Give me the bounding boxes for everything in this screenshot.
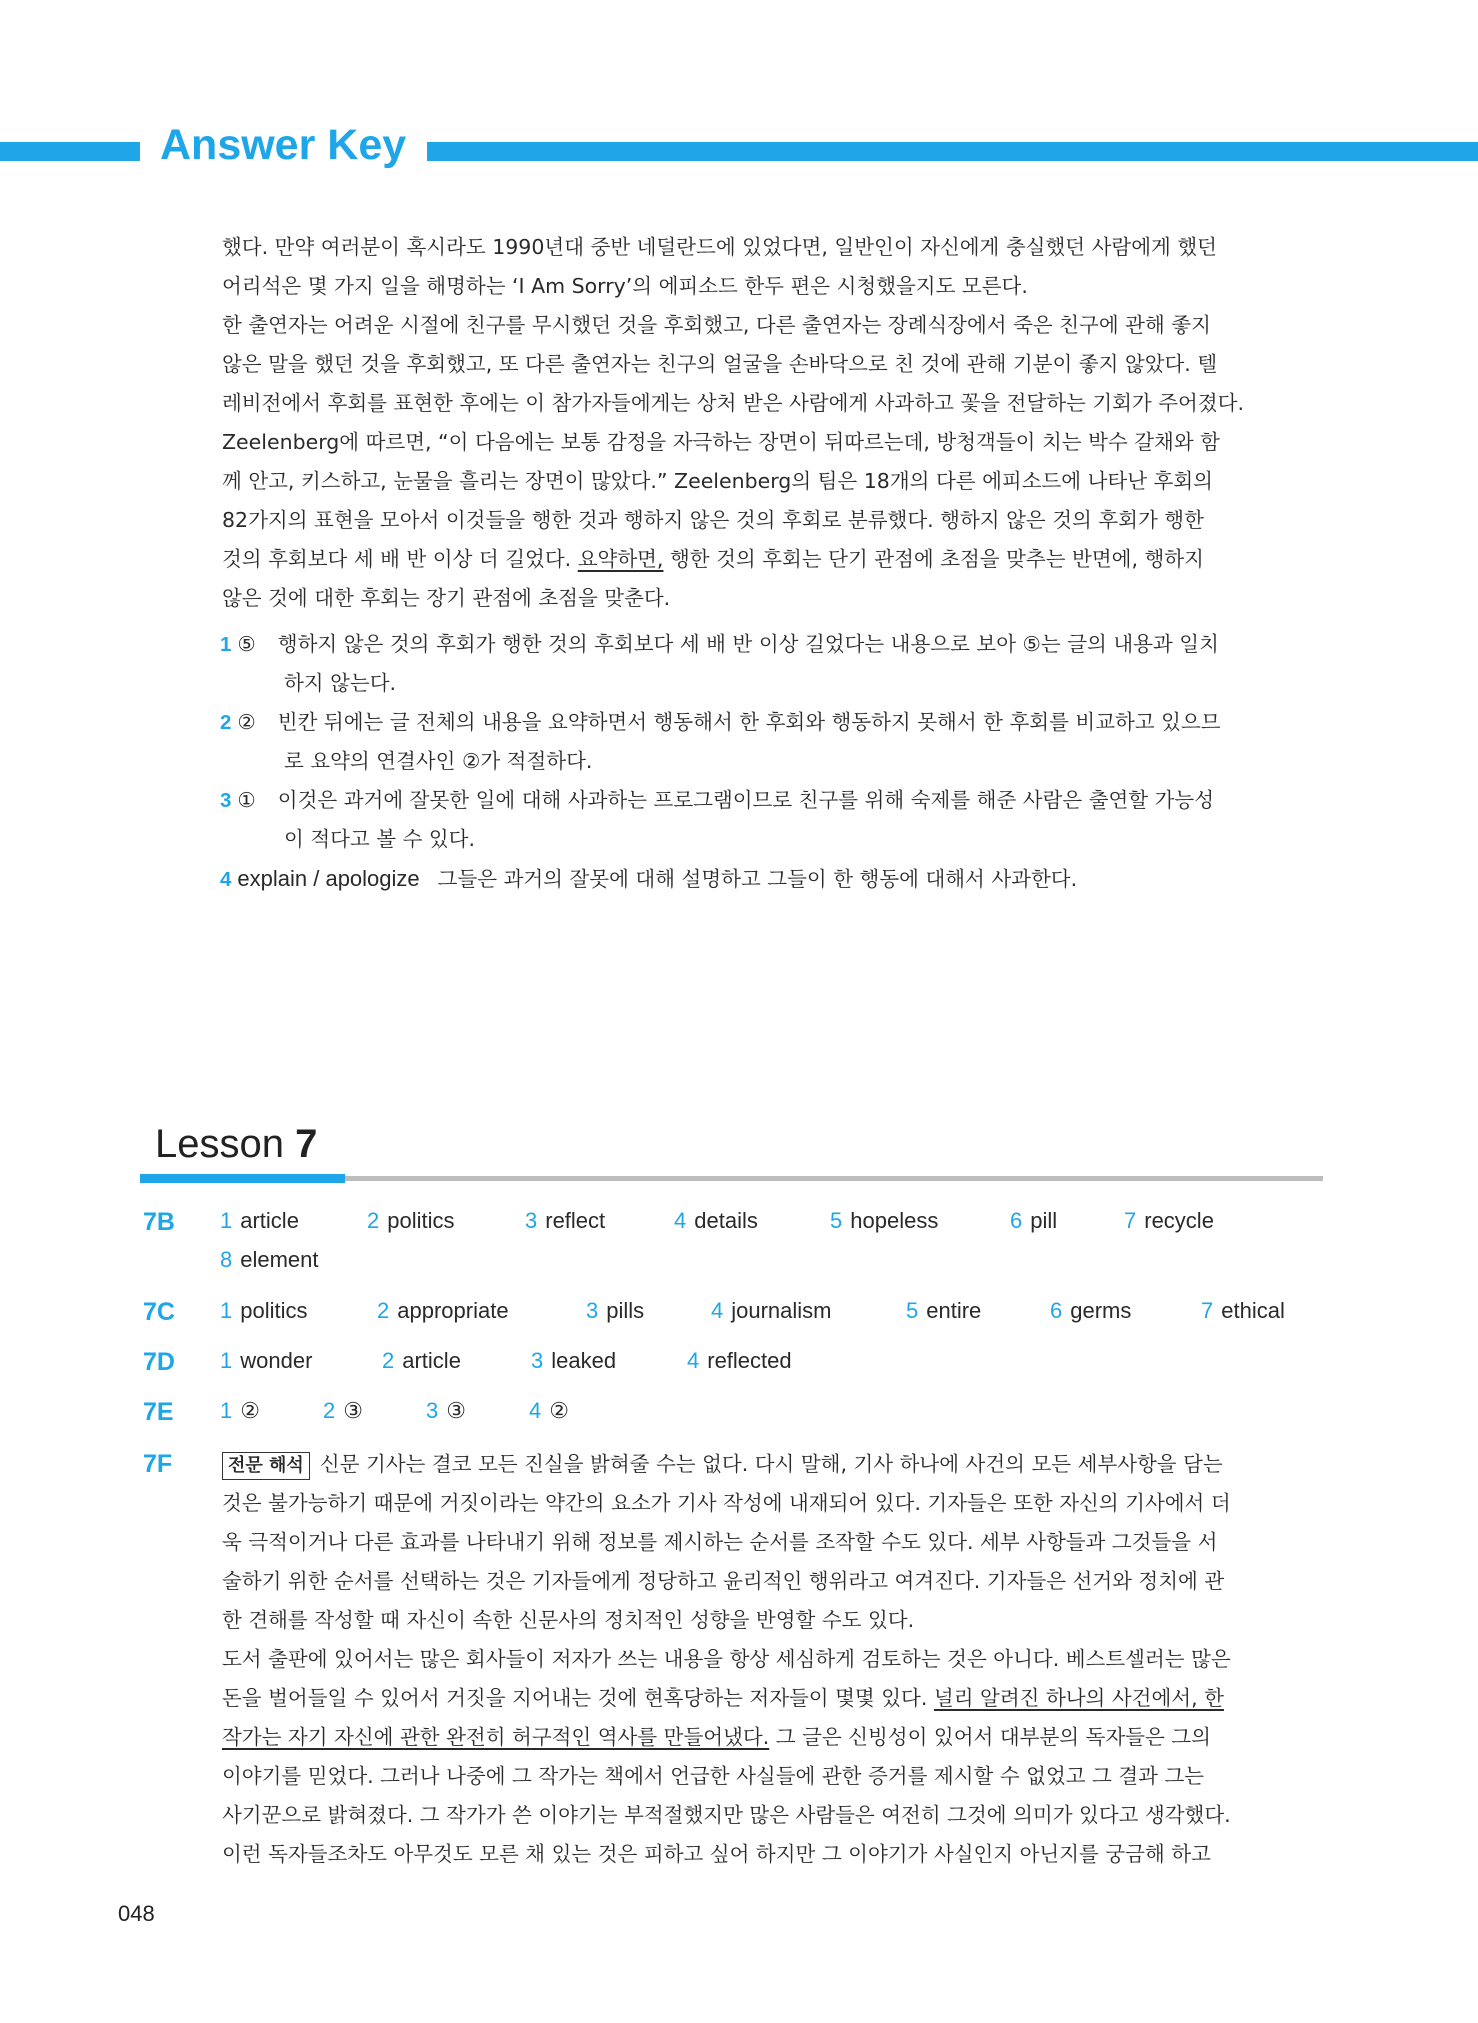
item-word: reflected	[707, 1348, 792, 1373]
lesson-number: 7	[295, 1122, 318, 1166]
exercise-label-7f: 7F	[143, 1450, 173, 1478]
answer-text: 행하지 않은 것의 후회가 행한 것의 후회보다 세 배 반 이상 길었다는 내용으로 보아 ⑤는 글의 내용과 일치	[277, 632, 1219, 656]
answer-item	[674, 1208, 830, 1234]
passage-line: 했다. 만약 여러분이 혹시라도 1990년대 중반 네덜란드에 있었다면, 일반인이 자신에게 충실했던 사람에게 했던	[222, 235, 1217, 259]
item-number: 3	[586, 1298, 599, 1323]
item-number: 7	[1124, 1208, 1137, 1233]
item-word: appropriate	[397, 1298, 509, 1323]
passage-line: 께 안고, 키스하고, 눈물을 흘리는 장면이 많았다.” Zeelenberg의 팀은 18개의 다른 에피소드에 나타난 후회의	[222, 469, 1213, 493]
answer-mark: ②	[237, 710, 256, 734]
item-word: hopeless	[850, 1208, 939, 1233]
lesson-word: Lesson	[155, 1122, 284, 1166]
answer-item	[367, 1208, 525, 1234]
passage-line: 술하기 위한 순서를 선택하는 것은 기자들에게 정당하고 윤리적인 행위라고 여겨진다. 기자들은 선거와 정치에 관	[222, 1569, 1225, 1593]
lesson-rule	[345, 1176, 1323, 1181]
underlined-phrase: 널리 알려진 하나의 사건에서, 한	[933, 1686, 1224, 1710]
exercise-7b-row-1	[220, 1208, 1214, 1234]
item-number: 3	[525, 1208, 538, 1233]
item-number: 5	[830, 1208, 843, 1233]
item-number: 4	[711, 1298, 724, 1323]
answer-text: 이 적다고 볼 수 있다.	[284, 827, 476, 851]
answer-item	[711, 1298, 906, 1324]
passage-line: 욱 극적이거나 다른 효과를 나타내기 위해 정보를 제시하는 순서를 조작할 수도 있다. 세부 사항들과 그것들을 서	[222, 1530, 1218, 1554]
item-number: 2	[367, 1208, 380, 1233]
item-number: 4	[529, 1398, 542, 1423]
item-word: pill	[1030, 1208, 1058, 1233]
answer-item	[906, 1298, 1050, 1324]
passage-line: 레비전에서 후회를 표현한 후에는 이 참가자들에게는 상처 받은 사람에게 사과하고 꽃을 전달하는 기회가 주어졌다.	[222, 391, 1244, 415]
answer-2	[220, 703, 1330, 781]
underlined-phrase: 작가는 자기 자신에 관한 완전히 허구적인 역사를 만들어냈다.	[222, 1725, 770, 1749]
answer-item	[529, 1398, 569, 1424]
exercise-7c-row	[220, 1298, 1285, 1324]
passage-line: 82가지의 표현을 모아서 이것들을 행한 것과 행하지 않은 것의 후회로 분류했다. 행하지 않은 것의 후회가 행한	[222, 508, 1204, 532]
passage-line	[222, 1445, 1322, 1484]
passage-text: 신문 기사는 결코 모든 진실을 밝혀줄 수는 없다. 다시 말해, 기사 하나에 사건의 모든 세부사항을 담는	[319, 1452, 1223, 1476]
passage-line: 사기꾼으로 밝혀졌다. 그 작가가 쓴 이야기는 부적절했지만 많은 사람들은 여전히 그것에 의미가 있다고 생각했다.	[222, 1803, 1231, 1827]
item-number: 6	[1050, 1298, 1063, 1323]
passage-line: 어리석은 몇 가지 일을 해명하는 ‘I Am Sorry’의 에피소드 한두 편은 시청했을지도 모른다.	[222, 274, 1028, 298]
item-number: 4	[674, 1208, 687, 1233]
answer-item	[220, 1398, 323, 1424]
passage-text: 행한 것의 후회는 단기 관점에 초점을 맞추는 반면에, 행하지	[669, 547, 1204, 571]
answer-item	[687, 1348, 792, 1374]
item-word: pills	[606, 1298, 645, 1323]
answer-item	[586, 1298, 711, 1324]
answer-3	[220, 781, 1330, 859]
answer-item	[377, 1298, 586, 1324]
passage-line: 한 출연자는 어려운 시절에 친구를 무시했던 것을 후회했고, 다른 출연자는 장례식장에서 죽은 친구에 관해 좋지	[222, 313, 1211, 337]
answer-item	[220, 1208, 367, 1234]
item-number: 1	[220, 1398, 233, 1423]
exercise-label-7c: 7C	[143, 1298, 175, 1326]
answer-text: 이것은 과거에 잘못한 일에 대해 사과하는 프로그램이므로 친구를 위해 숙제를 해준 사람은 출연할 가능성	[277, 788, 1215, 812]
item-word: ②	[240, 1398, 260, 1423]
header-bar-left	[0, 142, 140, 161]
answer-mark: ①	[237, 788, 256, 812]
item-word: reflect	[545, 1208, 606, 1233]
answer-4	[220, 859, 1330, 899]
page-header-title: Answer Key	[160, 121, 407, 169]
answer-item	[1050, 1298, 1201, 1324]
item-number: 3	[531, 1348, 544, 1373]
answer-keywords: explain / apologize	[237, 866, 420, 891]
item-number: 1	[220, 1298, 233, 1323]
item-number: 2	[377, 1298, 390, 1323]
item-number: 4	[687, 1348, 700, 1373]
passage-line: 않은 것에 대한 후회는 장기 관점에 초점을 맞춘다.	[222, 586, 671, 610]
item-word: ③	[343, 1398, 363, 1423]
passage-line: Zeelenberg에 따르면, “이 다음에는 보통 감정을 자극하는 장면이 뒤따르는데, 방청객들이 치는 박수 갈채와 함	[222, 430, 1220, 454]
answer-item	[1010, 1208, 1124, 1234]
passage-top	[222, 228, 1322, 618]
passage-line: 이런 독자들조차도 아무것도 모른 채 있는 것은 피하고 싶어 하지만 그 이야기가 사실인지 아닌지를 궁금해 하고	[222, 1842, 1211, 1866]
passage-line	[222, 1679, 1322, 1718]
exercise-7d-row	[220, 1348, 792, 1374]
exercise-label-7d: 7D	[143, 1348, 175, 1376]
answer-item	[1124, 1208, 1214, 1234]
underlined-phrase: 요약하면,	[577, 547, 664, 571]
item-number: 7	[1201, 1298, 1214, 1323]
item-word: journalism	[731, 1298, 832, 1323]
passage-line: 도서 출판에 있어서는 많은 회사들이 저자가 쓰는 내용을 항상 세심하게 검토하는 것은 아니다. 베스트셀러는 많은	[222, 1647, 1231, 1671]
item-word: ③	[446, 1398, 466, 1423]
answer-text: 빈칸 뒤에는 글 전체의 내용을 요약하면서 행동해서 한 후회와 행동하지 못해서 한 후회를 비교하고 있으므	[277, 710, 1221, 734]
exercise-label-7b: 7B	[143, 1208, 175, 1236]
answer-number: 4	[220, 868, 232, 891]
item-word: recycle	[1144, 1208, 1214, 1233]
item-word: entire	[926, 1298, 982, 1323]
answer-text: 로 요약의 연결사인 ②가 적절하다.	[284, 749, 593, 773]
answer-item	[1201, 1298, 1285, 1324]
item-number: 8	[220, 1247, 233, 1272]
answer-mark: ⑤	[237, 632, 256, 656]
item-number: 5	[906, 1298, 919, 1323]
item-number: 1	[220, 1348, 233, 1373]
answer-text: 하지 않는다.	[284, 671, 397, 695]
translation-tag: 전문 해석	[222, 1452, 310, 1480]
passage-line: 않은 말을 했던 것을 후회했고, 또 다른 출연자는 친구의 얼굴을 손바닥으로 친 것에 관해 기분이 좋지 않았다. 텔	[222, 352, 1218, 376]
item-number: 6	[1010, 1208, 1023, 1233]
page-number: 048	[118, 1901, 155, 1926]
passage-line: 것은 불가능하기 때문에 거짓이라는 약간의 요소가 기사 작성에 내재되어 있다. 기자들은 또한 자신의 기사에서 더	[222, 1491, 1231, 1515]
lesson-rule-accent	[140, 1174, 345, 1183]
answer-item	[382, 1348, 531, 1374]
answer-number: 2	[220, 711, 232, 734]
item-word: element	[240, 1247, 319, 1272]
answer-number: 3	[220, 789, 232, 812]
item-word: germs	[1070, 1298, 1132, 1323]
item-word: leaked	[551, 1348, 617, 1373]
item-word: ②	[549, 1398, 569, 1423]
exercise-7e-row	[220, 1398, 569, 1424]
lesson-title	[155, 1122, 317, 1167]
answer-text: 그들은 과거의 잘못에 대해 설명하고 그들이 한 행동에 대해서 사과한다.	[437, 867, 1078, 891]
answer-item	[220, 1348, 382, 1374]
answer-item	[323, 1398, 426, 1424]
passage-text: 그 글은 신빙성이 있어서 대부분의 독자들은 그의	[775, 1725, 1211, 1749]
answer-item	[531, 1348, 687, 1374]
answer-1	[220, 625, 1330, 703]
item-word: politics	[387, 1208, 455, 1233]
item-word: wonder	[240, 1348, 313, 1373]
exercise-label-7e: 7E	[143, 1398, 174, 1426]
answer-item	[525, 1208, 674, 1234]
passage-line	[222, 540, 1322, 579]
item-word: ethical	[1221, 1298, 1285, 1323]
passage-line	[222, 1718, 1322, 1757]
item-number: 2	[382, 1348, 395, 1373]
answer-item	[426, 1398, 529, 1424]
item-number: 1	[220, 1208, 233, 1233]
passage-text: 것의 후회보다 세 배 반 이상 더 길었다.	[222, 547, 572, 571]
item-word: article	[402, 1348, 461, 1373]
answer-number: 1	[220, 633, 232, 656]
item-number: 3	[426, 1398, 439, 1423]
header-bar-right	[427, 142, 1478, 161]
item-word: details	[694, 1208, 758, 1233]
passage-line: 한 견해를 작성할 때 자신이 속한 신문사의 정치적인 성향을 반영할 수도 있다.	[222, 1608, 915, 1632]
exercise-7f-passage	[222, 1445, 1322, 1874]
passage-line: 이야기를 믿었다. 그러나 나중에 그 작가는 책에서 언급한 사실들에 관한 증거를 제시할 수 없었고 그 결과 그는	[222, 1764, 1205, 1788]
exercise-7b-row-2	[220, 1247, 319, 1273]
answer-item	[220, 1247, 319, 1273]
item-word: article	[240, 1208, 299, 1233]
answer-item	[220, 1298, 377, 1324]
passage-text: 돈을 벌어들일 수 있어서 거짓을 지어내는 것에 현혹당하는 저자들이 몇몇 있다.	[222, 1686, 928, 1710]
answer-item	[830, 1208, 1010, 1234]
item-word: politics	[240, 1298, 308, 1323]
item-number: 2	[323, 1398, 336, 1423]
